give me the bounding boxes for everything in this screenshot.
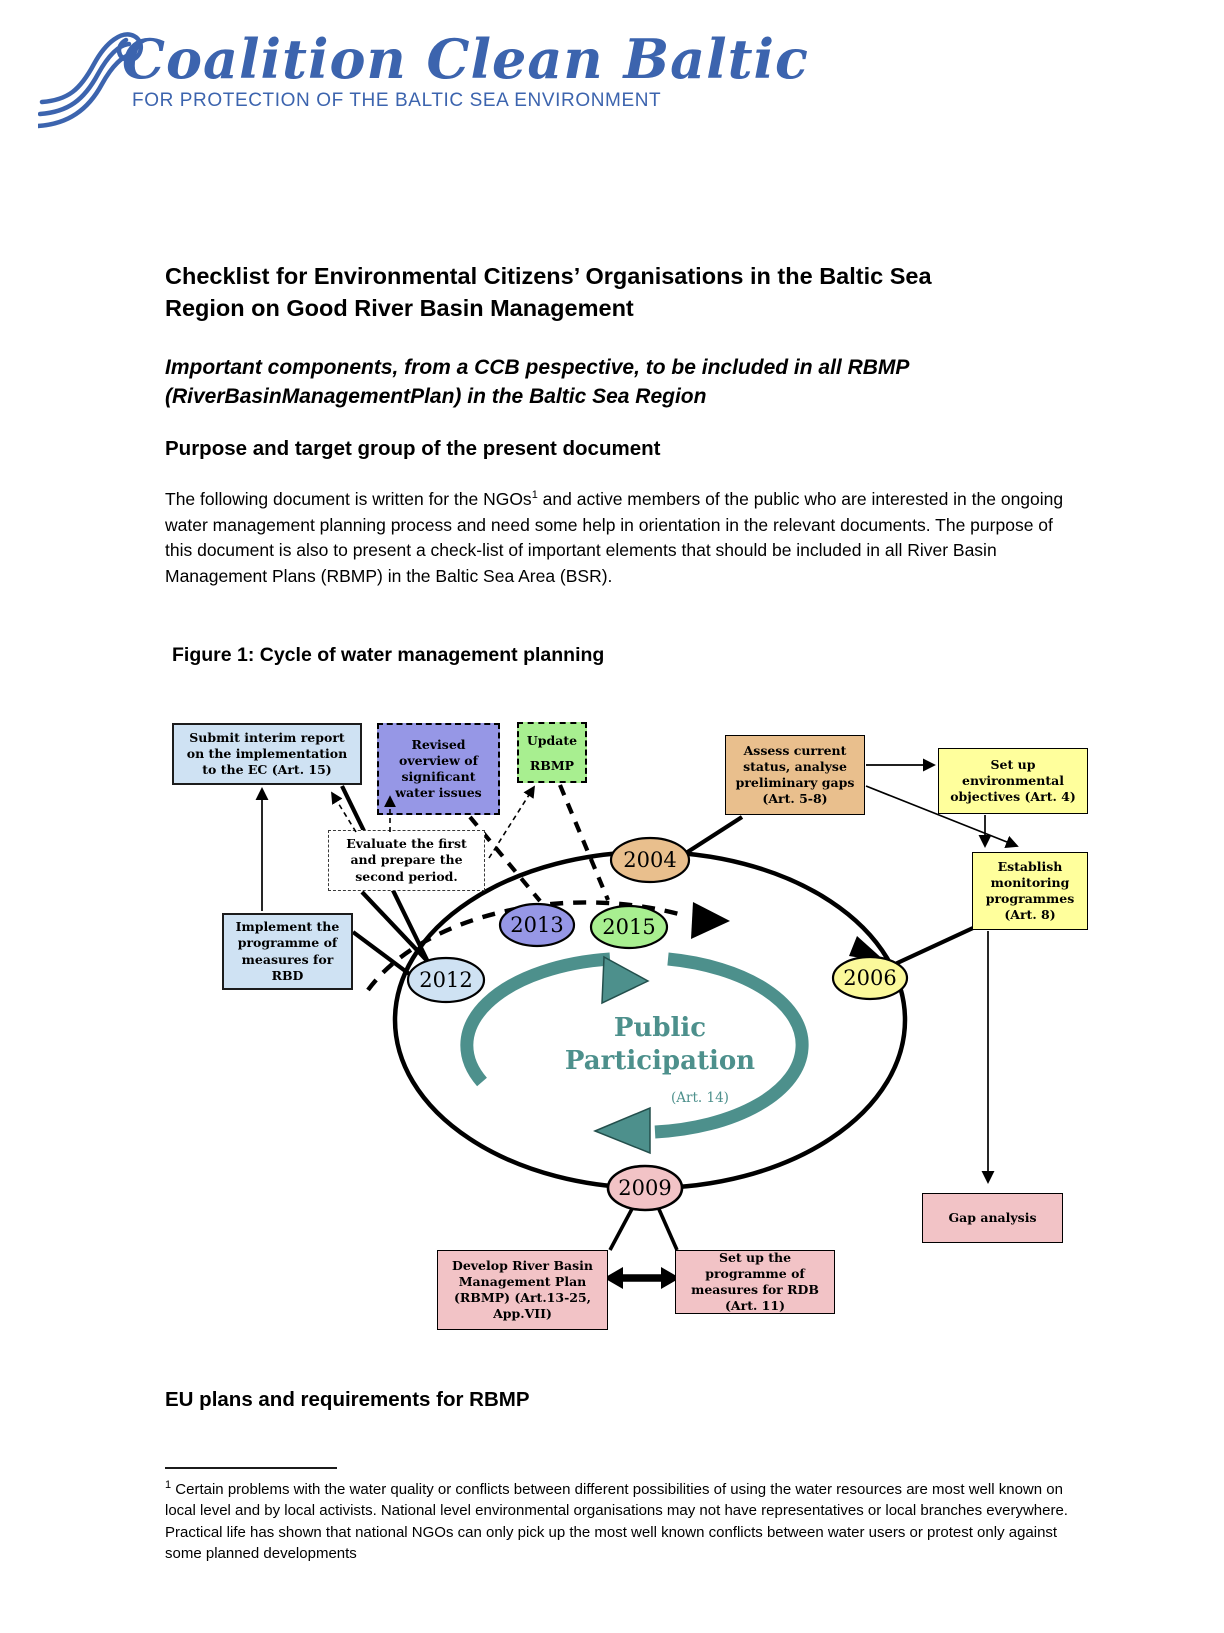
box-evaluate-first-period: Evaluate the first and prepare the second period.: [328, 830, 485, 891]
participation-arrowhead-right: [602, 957, 648, 1003]
box-establish-monitoring: Establish monitoring programmes (Art. 8): [972, 852, 1088, 930]
footnote-separator: [165, 1467, 337, 1469]
2009-to-develop-line: [610, 1207, 633, 1250]
box-gap-analysis: Gap analysis: [922, 1193, 1063, 1243]
year-2012: 2012: [419, 968, 473, 992]
intro-text-after: and active members of the public who are interested in the ongoing water management planning process and need some help in orientation in the relevant documents. The purpose of this document is also to present a check-list of important elements that should be included in all River Basin Management Plans (RBMP) in the Baltic Sea Area (BSR).: [165, 489, 1064, 586]
page-title: Checklist for Environmental Citizens’ Organisations in the Baltic Sea Region on Good River Basin Management: [165, 263, 932, 322]
box-programme-of-measures: Set up the programme of measures for RDB (Art. 11): [675, 1250, 835, 1314]
footnote: [165, 1479, 1087, 1564]
year-2015: 2015: [602, 915, 656, 939]
update-to-cycle-dashed-line: [560, 785, 608, 900]
box-develop-rbmp: Develop River Basin Management Plan (RBMP) (Art.13-25, App.VII): [437, 1250, 608, 1330]
ccb-logo: [38, 14, 809, 154]
year-2004: 2004: [623, 848, 677, 872]
second-cycle-arrowhead: [691, 902, 730, 939]
public-participation-label: Public Participation: [564, 1013, 756, 1076]
logo-tagline: FOR PROTECTION OF THE BALTIC SEA ENVIRONMENT: [132, 90, 662, 112]
footnote-reference: 1: [531, 489, 538, 502]
year-2009: 2009: [618, 1176, 672, 1200]
box-revised-overview: Revised overview of significant water issues: [377, 723, 500, 815]
page-subtitle: Important components, from a CCB pespective, to be included in all RBMP (RiverBasinManagementPlan) in the Baltic Sea Region: [165, 356, 909, 409]
box-set-environmental-objectives: Set up environmental objectives (Art. 4): [938, 748, 1088, 814]
box-update-rbmp: Update RBMP: [517, 722, 587, 783]
intro-paragraph: [165, 487, 1073, 589]
footnote-text: Certain problems with the water quality or conflicts between different possibilities of using the water resources are most well known on local level and by local activists. National level environmental organisations may not have representatives or local branches everywhere. Practical life has shown that national NGOs can only pick up the most well known conflicts between water users or protest only against some planned developments: [165, 1481, 1068, 1562]
figure-caption: Figure 1: Cycle of water management planning: [172, 644, 605, 666]
box-submit-interim-report: Submit interim report on the implementation to the EC (Art. 15): [172, 723, 362, 785]
2009-to-measures-line: [658, 1207, 677, 1250]
intro-text-before: The following document is written for the NGOs: [165, 489, 532, 509]
box-implement-programme: Implement the programme of measures for RBD: [222, 913, 353, 990]
water-management-cycle-diagram: [0, 690, 1224, 1350]
purpose-heading: Purpose and target group of the present document: [165, 437, 661, 460]
year-2013: 2013: [510, 913, 564, 937]
logo-name: Coalition Clean Baltic: [122, 27, 809, 91]
cycle-to-assess-line: [686, 817, 742, 853]
eu-plans-heading: EU plans and requirements for RBMP: [165, 1388, 530, 1411]
footnote-marker: 1: [165, 1479, 172, 1491]
box-assess-current-status: Assess current status, analyse preliminary gaps (Art. 5-8): [725, 735, 865, 815]
public-participation-article: (Art. 14): [671, 1090, 729, 1106]
participation-arrowhead-left: [595, 1108, 650, 1153]
year-2006: 2006: [843, 966, 897, 990]
